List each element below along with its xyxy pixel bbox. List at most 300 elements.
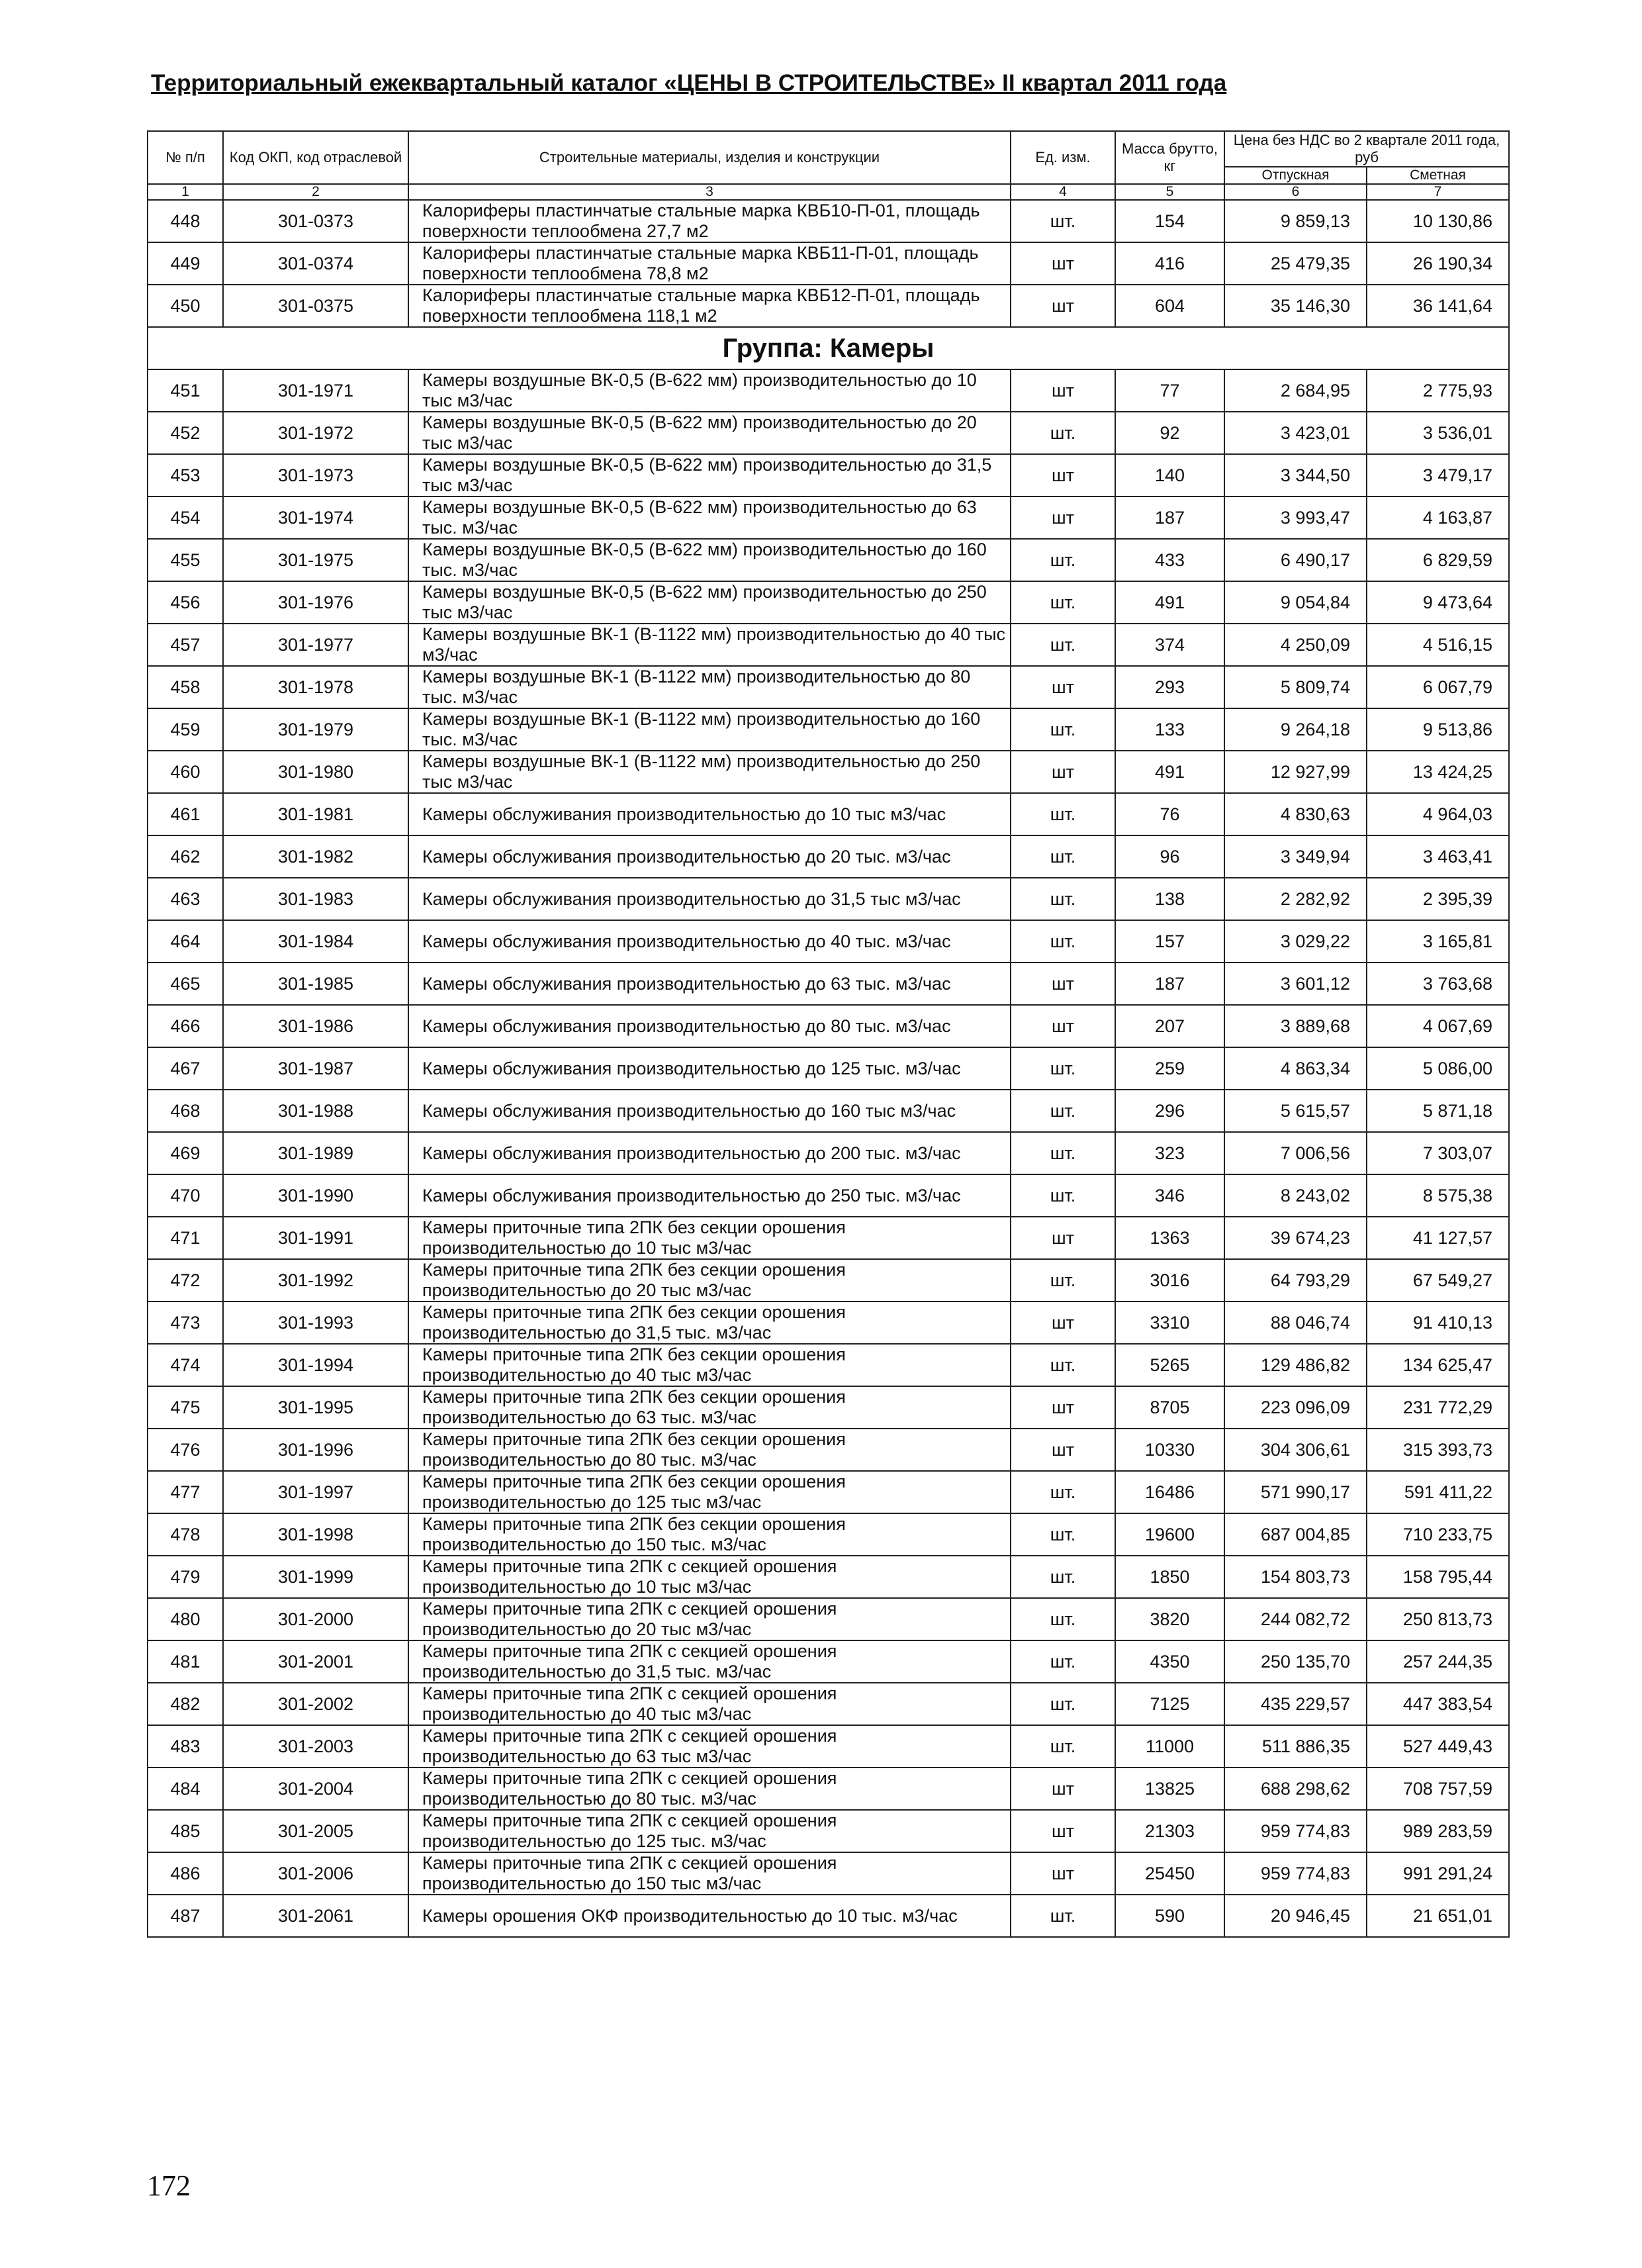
row-description: Камеры орошения ОКФ производительностью до 10 тыс. м3/час [408, 1895, 1011, 1937]
row-price-estimate: 2 395,39 [1367, 878, 1509, 920]
row-number: 461 [148, 793, 223, 835]
group-label: Группа: Камеры [148, 327, 1509, 369]
row-unit: шт. [1011, 1725, 1115, 1768]
row-unit: шт [1011, 454, 1115, 496]
row-number: 473 [148, 1301, 223, 1344]
row-description: Камеры приточные типа 2ПК без секции орошения производительностью до 31,5 тыс. м3/час [408, 1301, 1011, 1344]
row-price-release: 12 927,99 [1224, 751, 1367, 793]
row-description: Калориферы пластинчатые стальные марка КВБ12-П-01, площадь поверхности теплообмена 118,1 м2 [408, 285, 1011, 327]
table-row [148, 1429, 1509, 1471]
row-price-release: 435 229,57 [1224, 1683, 1367, 1725]
row-code: 301-1971 [223, 369, 408, 412]
row-mass: 133 [1115, 708, 1224, 751]
table-row [148, 1640, 1509, 1683]
row-price-estimate: 158 795,44 [1367, 1556, 1509, 1598]
row-description: Камеры приточные типа 2ПК без секции орошения производительностью до 80 тыс. м3/час [408, 1429, 1011, 1471]
row-unit: шт. [1011, 1471, 1115, 1513]
row-price-release: 3 344,50 [1224, 454, 1367, 496]
row-code: 301-1975 [223, 539, 408, 581]
row-price-release: 9 859,13 [1224, 200, 1367, 242]
row-code: 301-1976 [223, 581, 408, 624]
row-price-estimate: 3 479,17 [1367, 454, 1509, 496]
table-row [148, 539, 1509, 581]
table-row [148, 963, 1509, 1005]
row-price-release: 244 082,72 [1224, 1598, 1367, 1640]
row-unit: шт [1011, 1810, 1115, 1852]
row-code: 301-1977 [223, 624, 408, 666]
header-num: № п/п [148, 131, 223, 184]
row-description: Камеры обслуживания производительностью до 80 тыс. м3/час [408, 1005, 1011, 1047]
row-code: 301-1983 [223, 878, 408, 920]
row-unit: шт. [1011, 1132, 1115, 1174]
page-number: 172 [147, 2169, 191, 2202]
row-mass: 8705 [1115, 1386, 1224, 1429]
row-unit: шт. [1011, 1174, 1115, 1217]
row-number: 486 [148, 1852, 223, 1895]
row-number: 471 [148, 1217, 223, 1259]
row-unit: шт [1011, 496, 1115, 539]
row-description: Камеры приточные типа 2ПК без секции орошения производительностью до 63 тыс. м3/час [408, 1386, 1011, 1429]
row-number: 464 [148, 920, 223, 963]
row-code: 301-1984 [223, 920, 408, 963]
table-row [148, 1471, 1509, 1513]
row-price-estimate: 3 536,01 [1367, 412, 1509, 454]
table-row [148, 793, 1509, 835]
row-number: 451 [148, 369, 223, 412]
row-code: 301-1987 [223, 1047, 408, 1090]
row-unit: шт [1011, 369, 1115, 412]
row-number: 478 [148, 1513, 223, 1556]
row-price-release: 20 946,45 [1224, 1895, 1367, 1937]
table-row [148, 1725, 1509, 1768]
col-index: 7 [1367, 184, 1509, 200]
row-price-estimate: 9 473,64 [1367, 581, 1509, 624]
row-code: 301-1992 [223, 1259, 408, 1301]
row-code: 301-1995 [223, 1386, 408, 1429]
row-number: 456 [148, 581, 223, 624]
document-title: Территориальный ежеквартальный каталог «ЦЕНЫ В СТРОИТЕЛЬСТВЕ» II квартал 2011 года [151, 70, 1227, 96]
row-mass: 1850 [1115, 1556, 1224, 1598]
row-mass: 3820 [1115, 1598, 1224, 1640]
column-index-row [148, 184, 1509, 200]
row-description: Камеры воздушные ВК-0,5 (В-622 мм) производительностью до 31,5 тыс м3/час [408, 454, 1011, 496]
table-row [148, 242, 1509, 285]
row-description: Камеры обслуживания производительностью до 160 тыс м3/час [408, 1090, 1011, 1132]
row-price-estimate: 21 651,01 [1367, 1895, 1509, 1937]
row-code: 301-1991 [223, 1217, 408, 1259]
row-mass: 4350 [1115, 1640, 1224, 1683]
row-mass: 77 [1115, 369, 1224, 412]
row-number: 470 [148, 1174, 223, 1217]
row-price-release: 8 243,02 [1224, 1174, 1367, 1217]
col-index: 3 [408, 184, 1011, 200]
row-price-release: 511 886,35 [1224, 1725, 1367, 1768]
row-description: Камеры приточные типа 2ПК с секцией орошения производительностью до 40 тыс м3/час [408, 1683, 1011, 1725]
row-code: 301-1981 [223, 793, 408, 835]
row-number: 454 [148, 496, 223, 539]
table-row [148, 1005, 1509, 1047]
table-row [148, 1810, 1509, 1852]
row-code: 301-1988 [223, 1090, 408, 1132]
table-row [148, 1174, 1509, 1217]
row-description: Камеры воздушные ВК-0,5 (В-622 мм) производительностью до 63 тыс. м3/час [408, 496, 1011, 539]
row-price-estimate: 5 871,18 [1367, 1090, 1509, 1132]
row-price-estimate: 7 303,07 [1367, 1132, 1509, 1174]
row-number: 453 [148, 454, 223, 496]
row-mass: 416 [1115, 242, 1224, 285]
row-unit: шт [1011, 1386, 1115, 1429]
row-mass: 16486 [1115, 1471, 1224, 1513]
row-price-release: 64 793,29 [1224, 1259, 1367, 1301]
row-price-release: 2 282,92 [1224, 878, 1367, 920]
row-unit: шт [1011, 1217, 1115, 1259]
row-mass: 92 [1115, 412, 1224, 454]
row-unit: шт. [1011, 708, 1115, 751]
row-description: Камеры обслуживания производительностью до 200 тыс. м3/час [408, 1132, 1011, 1174]
table-row [148, 1132, 1509, 1174]
row-code: 301-1994 [223, 1344, 408, 1386]
header-code: Код ОКП, код отраслевой [223, 131, 408, 184]
row-price-release: 3 601,12 [1224, 963, 1367, 1005]
row-unit: шт [1011, 242, 1115, 285]
row-number: 459 [148, 708, 223, 751]
row-unit: шт. [1011, 1640, 1115, 1683]
table-row [148, 666, 1509, 708]
row-code: 301-2061 [223, 1895, 408, 1937]
row-mass: 590 [1115, 1895, 1224, 1937]
row-code: 301-1998 [223, 1513, 408, 1556]
row-code: 301-2006 [223, 1852, 408, 1895]
col-index: 6 [1224, 184, 1367, 200]
row-number: 449 [148, 242, 223, 285]
row-code: 301-2002 [223, 1683, 408, 1725]
row-price-release: 3 423,01 [1224, 412, 1367, 454]
row-price-estimate: 315 393,73 [1367, 1429, 1509, 1471]
row-unit: шт [1011, 666, 1115, 708]
row-number: 472 [148, 1259, 223, 1301]
row-mass: 433 [1115, 539, 1224, 581]
row-price-release: 3 349,94 [1224, 835, 1367, 878]
row-unit: шт. [1011, 1598, 1115, 1640]
row-number: 468 [148, 1090, 223, 1132]
row-code: 301-0374 [223, 242, 408, 285]
row-description: Камеры обслуживания производительностью до 125 тыс. м3/час [408, 1047, 1011, 1090]
row-price-release: 223 096,09 [1224, 1386, 1367, 1429]
table-row [148, 200, 1509, 242]
row-number: 474 [148, 1344, 223, 1386]
row-price-estimate: 134 625,47 [1367, 1344, 1509, 1386]
row-mass: 3016 [1115, 1259, 1224, 1301]
row-unit: шт. [1011, 1513, 1115, 1556]
row-number: 460 [148, 751, 223, 793]
table-row [148, 1895, 1509, 1937]
row-unit: шт [1011, 285, 1115, 327]
row-code: 301-1978 [223, 666, 408, 708]
row-unit: шт. [1011, 793, 1115, 835]
row-price-release: 9 264,18 [1224, 708, 1367, 751]
table-row [148, 1386, 1509, 1429]
row-unit: шт [1011, 963, 1115, 1005]
row-unit: шт. [1011, 1683, 1115, 1725]
row-price-estimate: 708 757,59 [1367, 1768, 1509, 1810]
row-mass: 296 [1115, 1090, 1224, 1132]
row-mass: 10330 [1115, 1429, 1224, 1471]
row-number: 480 [148, 1598, 223, 1640]
row-number: 481 [148, 1640, 223, 1683]
row-price-estimate: 6 829,59 [1367, 539, 1509, 581]
row-mass: 323 [1115, 1132, 1224, 1174]
row-number: 450 [148, 285, 223, 327]
row-unit: шт. [1011, 878, 1115, 920]
row-mass: 293 [1115, 666, 1224, 708]
header-mass: Масса брутто, кг [1115, 131, 1224, 184]
row-description: Камеры приточные типа 2ПК с секцией орошения производительностью до 63 тыс м3/час [408, 1725, 1011, 1768]
row-mass: 157 [1115, 920, 1224, 963]
row-number: 462 [148, 835, 223, 878]
row-code: 301-1999 [223, 1556, 408, 1598]
row-number: 476 [148, 1429, 223, 1471]
row-description: Камеры обслуживания производительностью до 40 тыс. м3/час [408, 920, 1011, 963]
row-mass: 491 [1115, 581, 1224, 624]
row-unit: шт. [1011, 1259, 1115, 1301]
table-row [148, 369, 1509, 412]
row-description: Камеры обслуживания производительностью до 10 тыс м3/час [408, 793, 1011, 835]
row-mass: 207 [1115, 1005, 1224, 1047]
table-row [148, 624, 1509, 666]
row-price-release: 304 306,61 [1224, 1429, 1367, 1471]
row-price-estimate: 710 233,75 [1367, 1513, 1509, 1556]
row-price-estimate: 250 813,73 [1367, 1598, 1509, 1640]
row-description: Камеры воздушные ВК-0,5 (В-622 мм) производительностью до 160 тыс. м3/час [408, 539, 1011, 581]
row-price-release: 3 029,22 [1224, 920, 1367, 963]
row-price-release: 959 774,83 [1224, 1852, 1367, 1895]
row-price-estimate: 3 763,68 [1367, 963, 1509, 1005]
header-unit: Ед. изм. [1011, 131, 1115, 184]
row-number: 483 [148, 1725, 223, 1768]
row-description: Камеры приточные типа 2ПК без секции орошения производительностью до 40 тыс м3/час [408, 1344, 1011, 1386]
row-code: 301-2000 [223, 1598, 408, 1640]
row-price-estimate: 5 086,00 [1367, 1047, 1509, 1090]
row-description: Камеры приточные типа 2ПК с секцией орошения производительностью до 80 тыс. м3/час [408, 1768, 1011, 1810]
row-price-release: 4 863,34 [1224, 1047, 1367, 1090]
table-row [148, 1768, 1509, 1810]
row-price-estimate: 3 165,81 [1367, 920, 1509, 963]
row-unit: шт. [1011, 412, 1115, 454]
row-number: 457 [148, 624, 223, 666]
row-mass: 374 [1115, 624, 1224, 666]
row-price-release: 154 803,73 [1224, 1556, 1367, 1598]
row-mass: 1363 [1115, 1217, 1224, 1259]
row-price-release: 4 830,63 [1224, 793, 1367, 835]
row-code: 301-1974 [223, 496, 408, 539]
header-row [148, 131, 1509, 167]
row-price-estimate: 447 383,54 [1367, 1683, 1509, 1725]
row-mass: 346 [1115, 1174, 1224, 1217]
row-price-release: 250 135,70 [1224, 1640, 1367, 1683]
row-number: 487 [148, 1895, 223, 1937]
table-row [148, 1301, 1509, 1344]
row-price-estimate: 4 964,03 [1367, 793, 1509, 835]
row-description: Камеры приточные типа 2ПК без секции орошения производительностью до 20 тыс м3/час [408, 1259, 1011, 1301]
row-price-estimate: 26 190,34 [1367, 242, 1509, 285]
row-unit: шт. [1011, 539, 1115, 581]
row-code: 301-0375 [223, 285, 408, 327]
row-code: 301-1997 [223, 1471, 408, 1513]
row-unit: шт. [1011, 624, 1115, 666]
row-price-estimate: 41 127,57 [1367, 1217, 1509, 1259]
row-description: Камеры воздушные ВК-0,5 (В-622 мм) производительностью до 20 тыс м3/час [408, 412, 1011, 454]
table-row [148, 708, 1509, 751]
row-price-release: 3 889,68 [1224, 1005, 1367, 1047]
table-row [148, 1513, 1509, 1556]
row-mass: 138 [1115, 878, 1224, 920]
table-row [148, 920, 1509, 963]
row-price-estimate: 3 463,41 [1367, 835, 1509, 878]
row-code: 301-1973 [223, 454, 408, 496]
row-unit: шт [1011, 1301, 1115, 1344]
row-price-estimate: 6 067,79 [1367, 666, 1509, 708]
row-code: 301-1972 [223, 412, 408, 454]
col-index: 4 [1011, 184, 1115, 200]
row-code: 301-1985 [223, 963, 408, 1005]
row-description: Камеры приточные типа 2ПК без секции орошения производительностью до 125 тыс м3/час [408, 1471, 1011, 1513]
row-unit: шт. [1011, 1344, 1115, 1386]
row-description: Камеры обслуживания производительностью до 20 тыс. м3/час [408, 835, 1011, 878]
row-code: 301-1982 [223, 835, 408, 878]
row-price-release: 7 006,56 [1224, 1132, 1367, 1174]
row-price-estimate: 4 516,15 [1367, 624, 1509, 666]
row-description: Камеры приточные типа 2ПК с секцией орошения производительностью до 20 тыс м3/час [408, 1598, 1011, 1640]
row-code: 301-1993 [223, 1301, 408, 1344]
row-number: 455 [148, 539, 223, 581]
row-price-release: 88 046,74 [1224, 1301, 1367, 1344]
row-number: 467 [148, 1047, 223, 1090]
row-number: 477 [148, 1471, 223, 1513]
table-row [148, 835, 1509, 878]
row-unit: шт. [1011, 1090, 1115, 1132]
row-mass: 21303 [1115, 1810, 1224, 1852]
row-description: Камеры обслуживания производительностью до 250 тыс. м3/час [408, 1174, 1011, 1217]
row-unit: шт [1011, 1429, 1115, 1471]
row-mass: 76 [1115, 793, 1224, 835]
row-unit: шт. [1011, 200, 1115, 242]
row-price-estimate: 13 424,25 [1367, 751, 1509, 793]
row-price-release: 687 004,85 [1224, 1513, 1367, 1556]
row-mass: 96 [1115, 835, 1224, 878]
row-mass: 491 [1115, 751, 1224, 793]
table-row [148, 1556, 1509, 1598]
row-unit: шт [1011, 751, 1115, 793]
row-code: 301-1979 [223, 708, 408, 751]
table-row [148, 412, 1509, 454]
row-price-release: 39 674,23 [1224, 1217, 1367, 1259]
row-price-estimate: 591 411,22 [1367, 1471, 1509, 1513]
col-index: 1 [148, 184, 223, 200]
row-price-estimate: 989 283,59 [1367, 1810, 1509, 1852]
table-row [148, 1259, 1509, 1301]
row-mass: 140 [1115, 454, 1224, 496]
row-description: Камеры воздушные ВК-1 (В-1122 мм) производительностью до 160 тыс. м3/час [408, 708, 1011, 751]
row-code: 301-1980 [223, 751, 408, 793]
header-name: Строительные материалы, изделия и конструкции [408, 131, 1011, 184]
row-price-release: 688 298,62 [1224, 1768, 1367, 1810]
table-row [148, 1852, 1509, 1895]
row-mass: 187 [1115, 963, 1224, 1005]
table-row [148, 1344, 1509, 1386]
row-price-estimate: 10 130,86 [1367, 200, 1509, 242]
row-number: 463 [148, 878, 223, 920]
row-price-release: 959 774,83 [1224, 1810, 1367, 1852]
row-price-release: 9 054,84 [1224, 581, 1367, 624]
row-unit: шт. [1011, 835, 1115, 878]
row-price-estimate: 9 513,86 [1367, 708, 1509, 751]
row-price-estimate: 991 291,24 [1367, 1852, 1509, 1895]
row-description: Камеры воздушные ВК-1 (В-1122 мм) производительностью до 40 тыс м3/час [408, 624, 1011, 666]
row-price-estimate: 257 244,35 [1367, 1640, 1509, 1683]
table-row [148, 496, 1509, 539]
row-description: Камеры приточные типа 2ПК с секцией орошения производительностью до 10 тыс м3/час [408, 1556, 1011, 1598]
row-number: 469 [148, 1132, 223, 1174]
row-description: Калориферы пластинчатые стальные марка КВБ10-П-01, площадь поверхности теплообмена 27,7 м2 [408, 200, 1011, 242]
row-number: 452 [148, 412, 223, 454]
row-unit: шт. [1011, 1047, 1115, 1090]
row-unit: шт. [1011, 1895, 1115, 1937]
row-mass: 13825 [1115, 1768, 1224, 1810]
row-code: 301-1996 [223, 1429, 408, 1471]
row-number: 458 [148, 666, 223, 708]
row-number: 485 [148, 1810, 223, 1852]
row-mass: 7125 [1115, 1683, 1224, 1725]
table-row [148, 581, 1509, 624]
table-row [148, 1217, 1509, 1259]
row-code: 301-2003 [223, 1725, 408, 1768]
row-mass: 154 [1115, 200, 1224, 242]
header-price-estimate: Сметная [1367, 167, 1509, 184]
row-mass: 19600 [1115, 1513, 1224, 1556]
row-description: Камеры воздушные ВК-1 (В-1122 мм) производительностью до 80 тыс. м3/час [408, 666, 1011, 708]
row-description: Камеры воздушные ВК-0,5 (В-622 мм) производительностью до 10 тыс м3/час [408, 369, 1011, 412]
row-price-release: 4 250,09 [1224, 624, 1367, 666]
row-price-release: 571 990,17 [1224, 1471, 1367, 1513]
table-row [148, 1683, 1509, 1725]
row-description: Камеры приточные типа 2ПК с секцией орошения производительностью до 125 тыс. м3/час [408, 1810, 1011, 1852]
row-price-estimate: 91 410,13 [1367, 1301, 1509, 1344]
row-number: 475 [148, 1386, 223, 1429]
row-code: 301-1986 [223, 1005, 408, 1047]
row-unit: шт. [1011, 581, 1115, 624]
row-price-estimate: 8 575,38 [1367, 1174, 1509, 1217]
row-unit: шт [1011, 1852, 1115, 1895]
table-row [148, 285, 1509, 327]
row-price-estimate: 36 141,64 [1367, 285, 1509, 327]
row-unit: шт. [1011, 1556, 1115, 1598]
row-unit: шт. [1011, 920, 1115, 963]
row-description: Калориферы пластинчатые стальные марка КВБ11-П-01, площадь поверхности теплообмена 78,8 м2 [408, 242, 1011, 285]
row-unit: шт [1011, 1005, 1115, 1047]
row-price-release: 6 490,17 [1224, 539, 1367, 581]
row-price-estimate: 67 549,27 [1367, 1259, 1509, 1301]
header-price-group: Цена без НДС во 2 квартале 2011 года, руб [1224, 131, 1509, 167]
table-row [148, 878, 1509, 920]
row-mass: 604 [1115, 285, 1224, 327]
row-mass: 259 [1115, 1047, 1224, 1090]
row-price-estimate: 4 067,69 [1367, 1005, 1509, 1047]
group-row [148, 327, 1509, 369]
row-number: 482 [148, 1683, 223, 1725]
row-price-estimate: 2 775,93 [1367, 369, 1509, 412]
row-code: 301-2001 [223, 1640, 408, 1683]
col-index: 5 [1115, 184, 1224, 200]
